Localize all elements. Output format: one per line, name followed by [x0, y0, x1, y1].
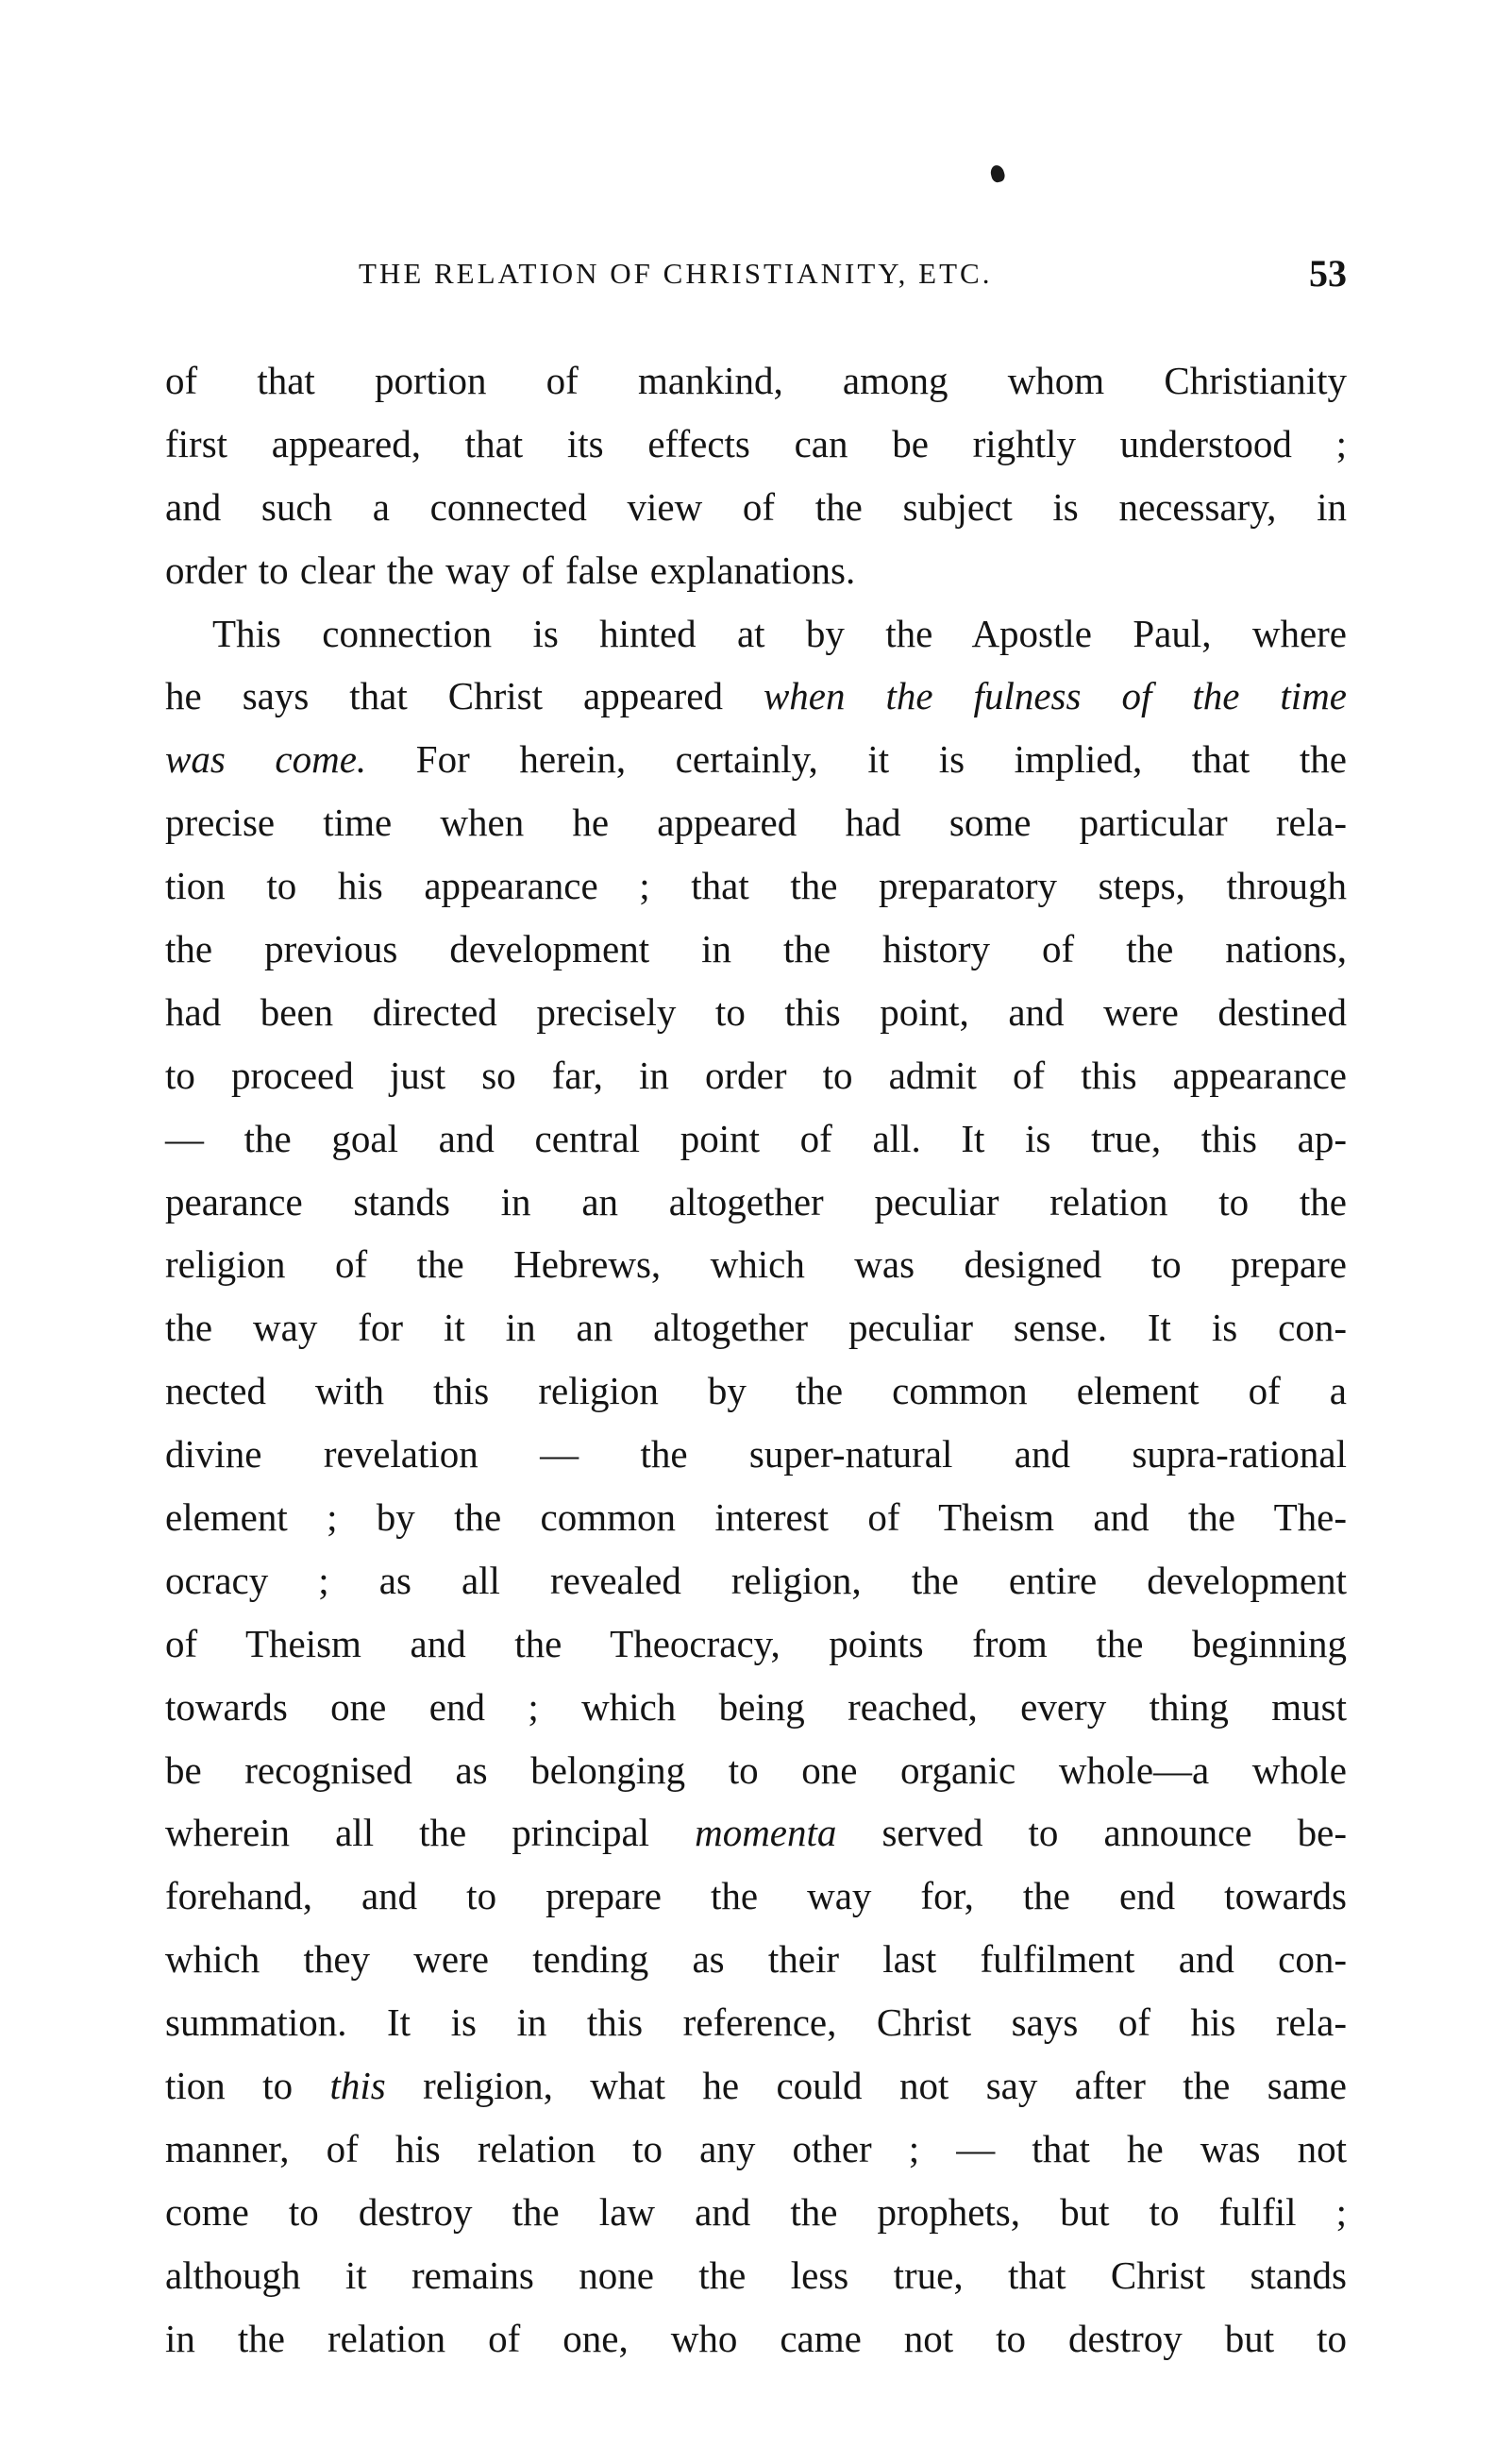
- text-run: religion, what he could not say after the same: [385, 2064, 1347, 2108]
- text-line: had been directed precisely to this point, and were destined: [165, 989, 1347, 1034]
- text-line: This connection is hinted at by the Apostle Paul, where: [212, 611, 1347, 655]
- text-line: come to destroy the law and the prophets, but to fulfil ;: [165, 2189, 1347, 2234]
- italic-run: this: [329, 2064, 386, 2108]
- text-line: [165, 1801, 1347, 1865]
- text-line: precise time when he appeared had some particular rela-: [165, 801, 1347, 845]
- text-line: manner, of his relation to any other ; — that he was not: [165, 2126, 1347, 2170]
- running-head: [165, 251, 1347, 298]
- italic-run: when the fulness of the time: [763, 674, 1347, 718]
- text-line: order to clear the way of false explanations.: [165, 548, 856, 592]
- text-line: which they were tending as their last fulfilment and con-: [165, 1937, 1347, 1982]
- text-line: be recognised as belonging to one organic whole—a whole: [165, 1747, 1347, 1792]
- text-run: served to announce be-: [836, 1811, 1347, 1855]
- text-line: [165, 2054, 1347, 2118]
- page-number: 53: [1309, 252, 1347, 295]
- text-line: the previous development in the history of the nations,: [165, 927, 1347, 971]
- text-line: forehand, and to prepare the way for, the end towards: [165, 1874, 1347, 1918]
- text-line: — the goal and central point of all. It is true, this ap-: [165, 1116, 1347, 1160]
- text-line: [165, 728, 1347, 791]
- text-line: first appeared, that its effects can be rightly understood ;: [165, 421, 1347, 465]
- text-run: wherein all the principal: [165, 1811, 696, 1855]
- body-text: [165, 349, 1347, 2371]
- text-line: ocracy ; as all revealed religion, the entire development: [165, 1558, 1347, 1602]
- text-run: he says that Christ appeared: [165, 674, 764, 718]
- text-line: nected with this religion by the common element of a: [165, 1369, 1347, 1413]
- text-line: to proceed just so far, in order to admit of this appearance: [165, 1053, 1347, 1097]
- text-line: summation. It is in this reference, Christ says of his rela-: [165, 2000, 1347, 2045]
- text-line: divine revelation — the super-natural and supra-rational: [165, 1432, 1347, 1477]
- text-line: although it remains none the less true, that Christ stands: [165, 2253, 1347, 2297]
- text-line: pearance stands in an altogether peculiar relation to the: [165, 1179, 1347, 1224]
- text-run: For herein, certainly, it is implied, that the: [366, 737, 1347, 782]
- text-run: tion to: [165, 2064, 330, 2108]
- italic-run: was come.: [165, 737, 367, 782]
- text-line: of that portion of mankind, among whom Christianity: [165, 359, 1347, 402]
- text-line: element ; by the common interest of Theism and the The-: [165, 1495, 1347, 1540]
- italic-run: momenta: [695, 1811, 837, 1855]
- text-line: in the relation of one, who came not to destroy but to: [165, 2316, 1347, 2360]
- text-line: tion to his appearance ; that the preparatory steps, through: [165, 864, 1347, 908]
- text-line: religion of the Hebrews, which was designed to prepare: [165, 1242, 1347, 1287]
- text-line: [165, 665, 1347, 728]
- text-line: the way for it in an altogether peculiar sense. It is con-: [165, 1306, 1347, 1350]
- printer-mark: [989, 163, 1006, 183]
- text-line: towards one end ; which being reached, every thing must: [165, 1684, 1347, 1729]
- text-line: and such a connected view of the subject is necessary, in: [165, 484, 1347, 529]
- running-title: THE RELATION OF CHRISTIANITY, ETC.: [359, 257, 993, 290]
- text-line: of Theism and the Theocracy, points from the beginning: [165, 1621, 1347, 1665]
